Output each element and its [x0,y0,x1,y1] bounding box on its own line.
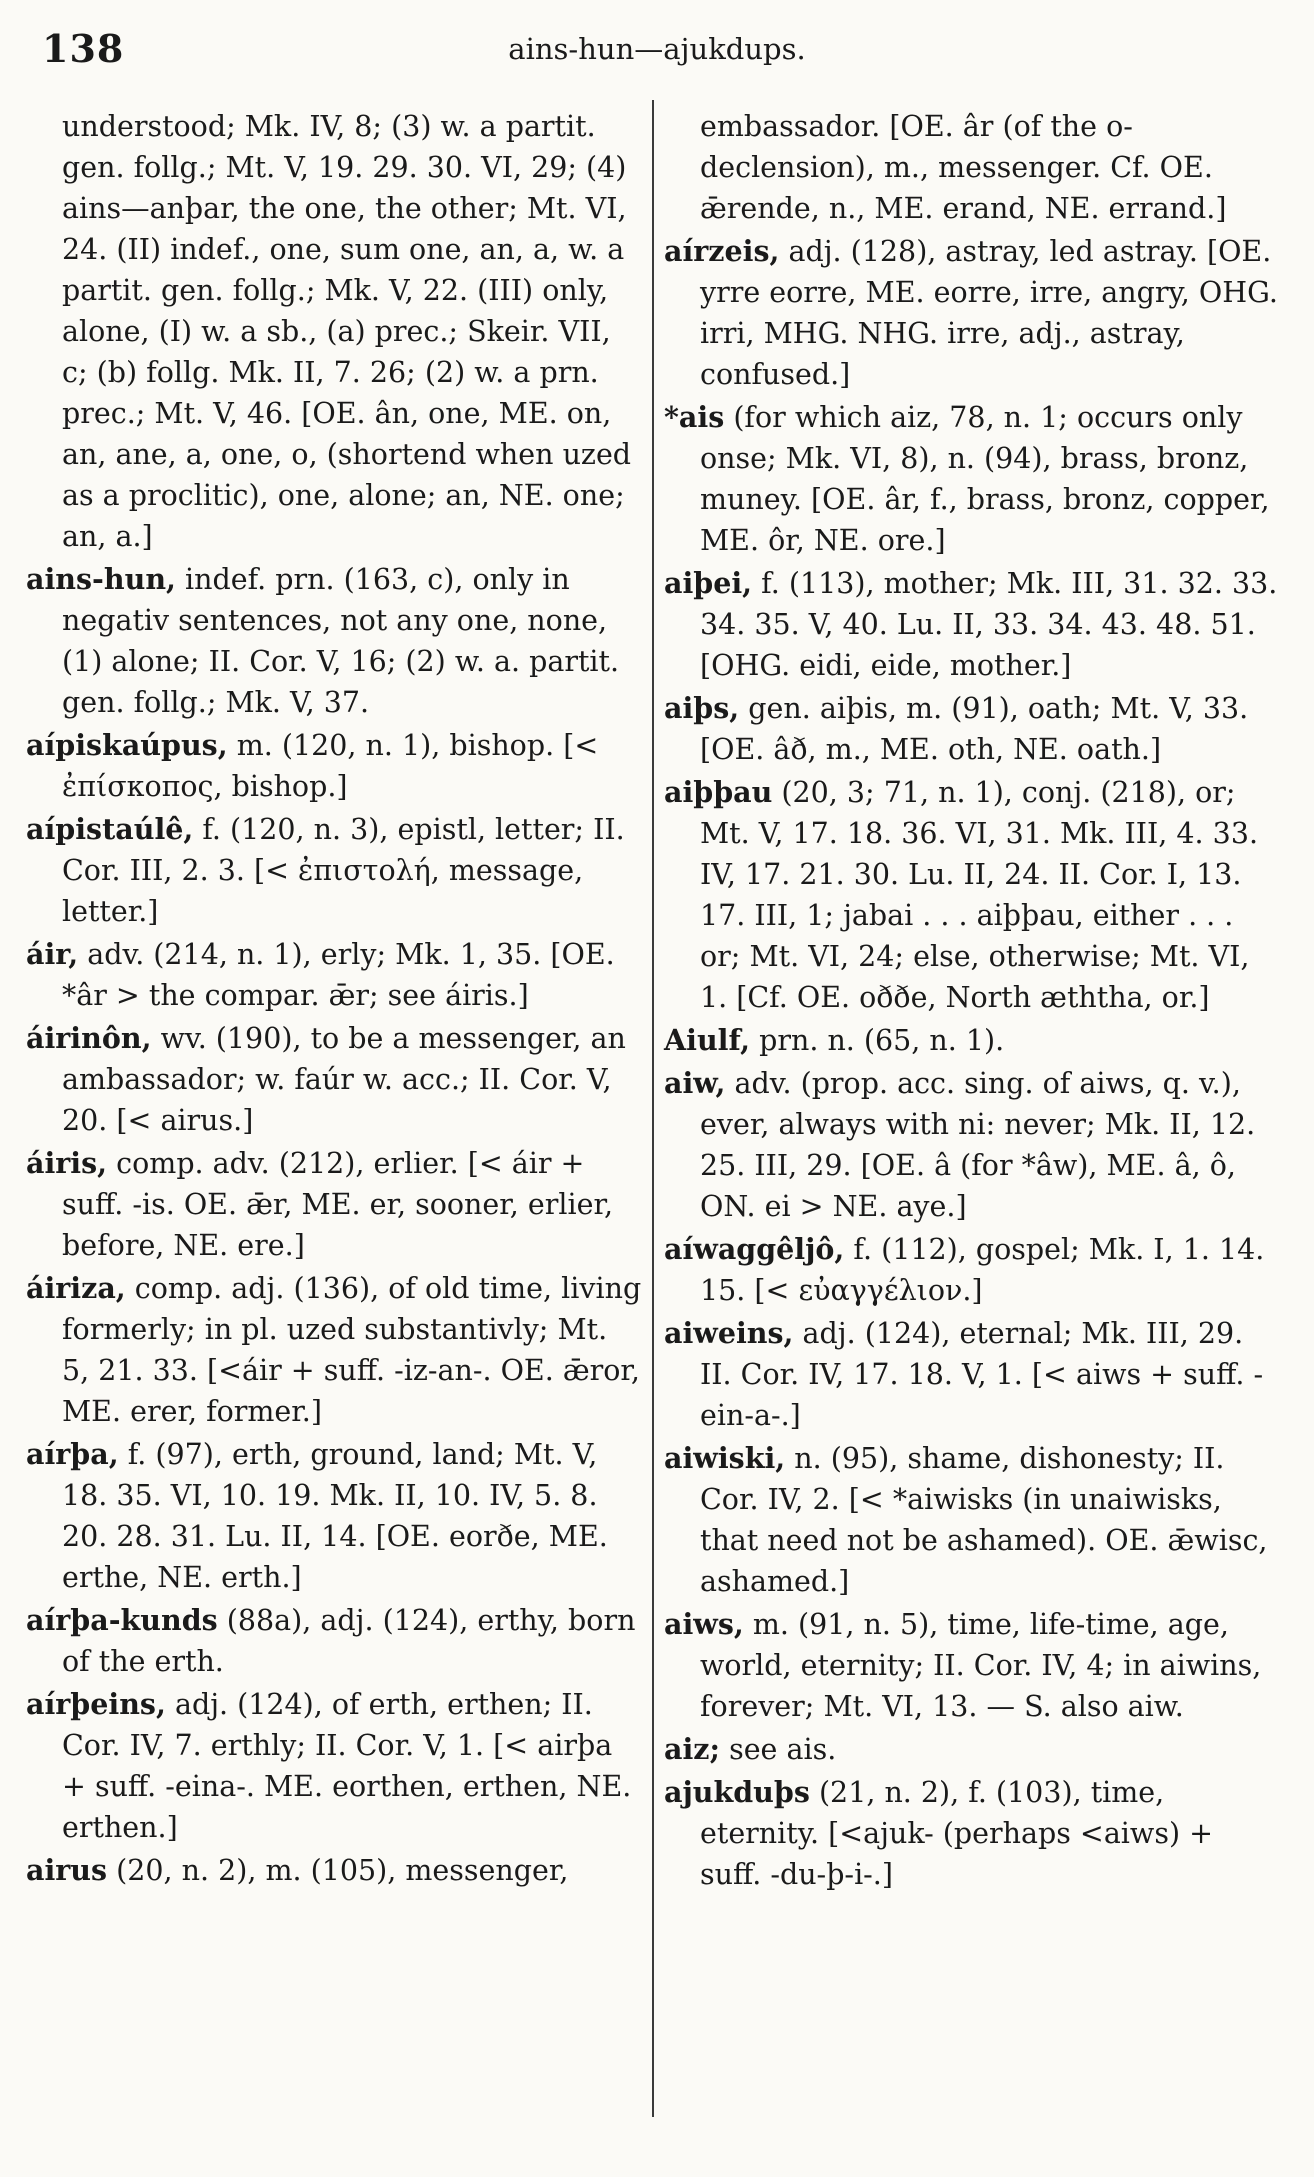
entry-headword: áir, [26,937,79,971]
entry-definition: comp. adj. (136), of old time, living formerly; in pl. uzed substantivly; Mt. 5, 21. 33. [<áir + suff. -iz-an-. OE. ǣror, ME. erer, former.] [62,1272,642,1428]
entry-headword: ajukduþs [664,1775,810,1809]
entry-headword: aírþa-kunds [26,1603,218,1637]
page-number: 138 [42,26,125,71]
entry-headword: aiþei, [664,566,753,600]
entry-definition: adv. (214, n. 1), erly; Mk. 1, 35. [OE. *âr > the compar. ǣr; see áiris.] [62,938,615,1012]
dictionary-entry [664,1229,1280,1311]
entry-definition: n. (95), shame, dishonesty; II. Cor. IV, 2. [< *aiwisks (in unaiwisks, that need not be ashamed). OE. ǣwisc, ashamed.] [700,1442,1268,1598]
dictionary-entry [664,563,1280,686]
entry-continuation [26,106,642,557]
entry-definition: indef. prn. (163, c), only in negativ sentences, not any one, none, (1) alone; II. Cor. V, 16; (2) w. a. partit. gen. follg.; Mk. V, 37. [62,563,620,719]
entry-headword: aiweins, [664,1316,794,1350]
left-column [26,106,642,1893]
entry-headword: aiws, [664,1607,744,1641]
dictionary-entry [26,1600,642,1682]
dictionary-entry [26,559,642,723]
entry-definition: wv. (190), to be a messenger, an ambassador; w. faúr w. acc.; II. Cor. V, 20. [< airus.] [62,1022,626,1137]
entry-definition: (20, 3; 71, n. 1), conj. (218), or; Mt. V, 17. 18. 36. VI, 31. Mk. III, 4. 33. IV, 17. 21. 30. Lu. II, 24. II. Cor. I, 13. 17. III, 1; jabai . . . aiþþau, either . . . or; Mt. VI, 24; else, otherwise; Mt. VI, 1. [Cf. OE. oððe, North æththa, or.] [700,776,1259,1014]
dictionary-entry [664,397,1280,561]
entry-headword: aírzeis, [664,234,780,268]
entry-definition: f. (120, n. 3), epistl, letter; II. Cor. III, 2. 3. [< ἐπιστολή, message, letter.] [62,813,625,928]
dictionary-entry [26,1268,642,1432]
dictionary-entry [664,1604,1280,1727]
entry-headword: aírþeins, [26,1687,166,1721]
entry-definition: gen. aiþis, m. (91), oath; Mt. V, 33. [OE. âð, m., ME. oth, NE. oath.] [700,692,1249,766]
entry-definition: (for which aiz, 78, n. 1; occurs only onse; Mk. VI, 8), n. (94), brass, bronz, muney. [OE. âr, f., brass, bronz, copper, ME. ôr, NE. ore.] [700,401,1270,557]
dictionary-entry [664,1020,1280,1061]
entry-definition: comp. adv. (212), erlier. [< áir + suff. -is. OE. ǣr, ME. er, sooner, erlier, before, NE. ere.] [62,1147,614,1262]
dictionary-entry [664,1063,1280,1227]
entry-definition: (21, n. 2), f. (103), time, eternity. [<ajuk- (perhaps <aiws) + suff. -du-þ-i-.] [700,1776,1213,1891]
page-header [28,18,1286,74]
entry-headword: aiþs, [664,691,740,725]
entry-headword: aiwiski, [664,1441,786,1475]
entry-headword: aiþþau [664,775,773,809]
entry-definition: m. (120, n. 1), bishop. [< ἐπίσκοπος, bishop.] [62,729,599,803]
dictionary-entry [26,1684,642,1848]
dictionary-entry [664,1729,1280,1770]
dictionary-entry [26,934,642,1016]
entry-definition: (88a), adj. (124), erthy, born of the erth. [62,1604,636,1678]
running-head: ains-hun—ajukdups. [508,32,806,66]
entry-headword: aiz; [664,1732,720,1766]
entry-headword: ains-hun, [26,562,176,596]
entry-definition: f. (97), erth, ground, land; Mt. V, 18. 35. VI, 10. 19. Mk. II, 10. IV, 5. 8. 20. 28. 31. Lu. II, 14. [OE. eorðe, ME. erthe, NE. erth.] [62,1438,608,1594]
dictionary-entry [26,809,642,932]
entry-definition: adj. (124), eternal; Mk. III, 29. II. Cor. IV, 17. 18. V, 1. [< aiws + suff. -ein-a-.] [700,1317,1264,1432]
entry-headword: aípistaúlê, [26,812,194,846]
dictionary-entry [664,231,1280,395]
entry-headword: aípiskaúpus, [26,728,228,762]
entry-definition: m. (91, n. 5), time, life-time, age, world, eternity; II. Cor. IV, 4; in aiwins, forever; Mt. VI, 13. — S. also aiw. [700,1608,1262,1723]
entry-headword: *ais [664,400,725,434]
entry-headword: Aiulf, [664,1023,751,1057]
entry-definition: understood; Mk. IV, 8; (3) w. a partit. gen. follg.; Mt. V, 19. 29. 30. VI, 29; (4) ains—anþar, the one, the other; Mt. VI, 24. (II) indef., one, sum one, an, a, w. a partit. gen. follg.; Mk. V, 22. (III) only, alone, (I) w. a sb., (a) prec.; Skeir. VII, c; (b) follg. Mk. II, 7. 26; (2) w. a prn. prec.; Mt. V, 46. [OE. ân, one, ME. on, an, ane, a, one, o, (shortend when uzed as a proclitic), one, alone; an, NE. one; an, a.] [62,110,632,553]
right-column [664,106,1280,1897]
entry-definition: (20, n. 2), m. (105), messenger, [116,1854,569,1887]
entry-definition: adj. (128), astray, led astray. [OE. yrre eorre, ME. eorre, irre, angry, OHG. irri, MHG. NHG. irre, adj., astray, confused.] [700,235,1278,391]
dictionary-entry [26,1434,642,1598]
entry-definition: f. (112), gospel; Mk. I, 1. 14. 15. [< εὐαγγέλιον.] [700,1233,1265,1307]
dictionary-entry [664,1438,1280,1602]
entry-headword: airus [26,1853,108,1887]
entry-definition: embassador. [OE. âr (of the o-declension), m., messenger. Cf. OE. ǣrende, n., ME. erand, NE. errand.] [700,110,1227,225]
entry-definition: see ais. [729,1733,837,1766]
entry-definition: adj. (124), of erth, erthen; II. Cor. IV, 7. erthly; II. Cor. V, 1. [< airþa + suff. -eina-. ME. eorthen, erthen, NE. erthen.] [62,1688,632,1844]
entry-continuation [664,106,1280,229]
entry-headword: aírþa, [26,1437,119,1471]
entry-headword: áirinôn, [26,1021,152,1055]
entry-headword: aíwaggêljô, [664,1232,845,1266]
entry-headword: áiris, [26,1146,108,1180]
entry-headword: áiriza, [26,1271,126,1305]
dictionary-entry [26,1018,642,1141]
entry-definition: adv. (prop. acc. sing. of aiws, q. v.), ever, always with ni: never; Mk. II, 12. 25. III, 29. [OE. â (for *âw), ME. â, ô, ON. ei > NE. aye.] [700,1067,1256,1223]
entry-definition: f. (113), mother; Mk. III, 31. 32. 33. 34. 35. V, 40. Lu. II, 33. 34. 43. 48. 51. [OHG. eidi, eide, mother.] [700,567,1278,682]
entry-definition: prn. n. (65, n. 1). [759,1024,1005,1057]
dictionary-entry [26,1143,642,1266]
dictionary-entry [26,725,642,807]
dictionary-entry [664,772,1280,1018]
column-divider [652,100,654,2117]
dictionary-entry [664,1313,1280,1436]
dictionary-entry [26,1850,642,1891]
dictionary-entry [664,688,1280,770]
dictionary-entry [664,1772,1280,1895]
entry-headword: aiw, [664,1066,726,1100]
